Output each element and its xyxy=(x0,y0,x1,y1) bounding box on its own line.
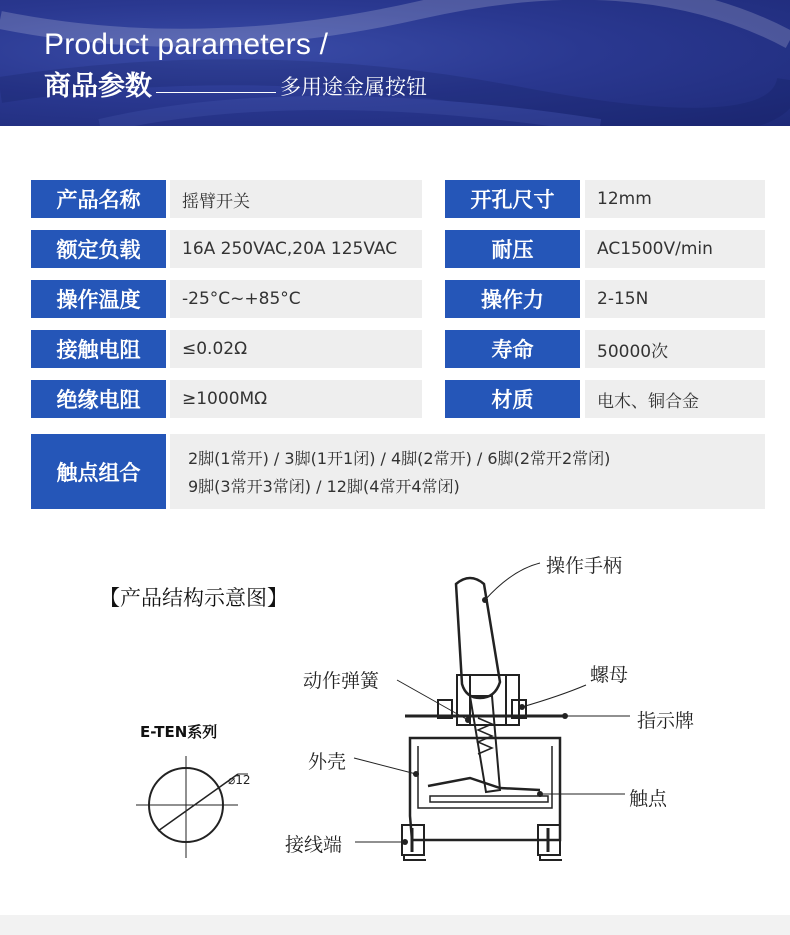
param-label: 操作温度 xyxy=(31,280,166,318)
series-label: E-TEN系列 xyxy=(140,723,218,741)
contacts-label: 触点组合 xyxy=(31,434,166,509)
param-label: 开孔尺寸 xyxy=(445,180,580,218)
param-label: 操作力 xyxy=(445,280,580,318)
param-value: 电木、铜合金 xyxy=(585,380,765,418)
param-label: 绝缘电阻 xyxy=(31,380,166,418)
handle-shape xyxy=(456,578,500,698)
param-value: AC1500V/min xyxy=(585,230,765,268)
page-tagline: 多用途金属按钮 xyxy=(280,75,427,99)
param-row xyxy=(31,280,765,318)
param-row xyxy=(31,180,765,218)
param-value: 16A 250VAC,20A 125VAC xyxy=(170,230,422,268)
title-divider xyxy=(156,92,276,93)
label-nut: 螺母 xyxy=(590,664,629,686)
param-row xyxy=(31,330,765,368)
page-subtitle xyxy=(44,64,427,103)
spring-coil xyxy=(478,718,492,754)
page-title-en: Product parameters / xyxy=(44,28,329,61)
diagram-title: 【产品结构示意图】 xyxy=(99,586,288,610)
label-spring: 动作弹簧 xyxy=(303,670,380,692)
param-row xyxy=(31,380,765,418)
label-housing: 外壳 xyxy=(308,751,347,773)
label-indicator: 指示牌 xyxy=(637,710,695,732)
label-terminal: 接线端 xyxy=(285,834,343,856)
dimension-label: ⌀12 xyxy=(228,773,251,787)
param-value: 50000次 xyxy=(585,330,765,368)
structure-diagram xyxy=(0,540,790,910)
param-value: 12mm xyxy=(585,180,765,218)
param-row xyxy=(31,230,765,268)
param-label: 寿命 xyxy=(445,330,580,368)
param-label: 耐压 xyxy=(445,230,580,268)
param-label: 接触电阻 xyxy=(31,330,166,368)
param-value: ≤0.02Ω xyxy=(170,330,422,368)
label-contact: 触点 xyxy=(629,788,668,810)
header-banner xyxy=(0,0,790,126)
page-title-cn: 商品参数 xyxy=(44,71,152,102)
param-value: -25°C~+85°C xyxy=(170,280,422,318)
param-value: ≥1000MΩ xyxy=(170,380,422,418)
contacts-line: 2脚(1常开) / 3脚(1开1闭) / 4脚(2常开) / 6脚(2常开2常闭) xyxy=(188,449,611,468)
banner-texture xyxy=(0,0,790,126)
param-value: 2-15N xyxy=(585,280,765,318)
param-value: 摇臂开关 xyxy=(170,180,422,218)
contacts-value xyxy=(170,434,765,509)
footer-band xyxy=(0,915,790,935)
param-label: 材质 xyxy=(445,380,580,418)
label-handle: 操作手柄 xyxy=(546,555,623,577)
param-label: 产品名称 xyxy=(31,180,166,218)
param-label: 额定负载 xyxy=(31,230,166,268)
contacts-line: 9脚(3常开3常闭) / 12脚(4常开4常闭) xyxy=(188,477,460,496)
